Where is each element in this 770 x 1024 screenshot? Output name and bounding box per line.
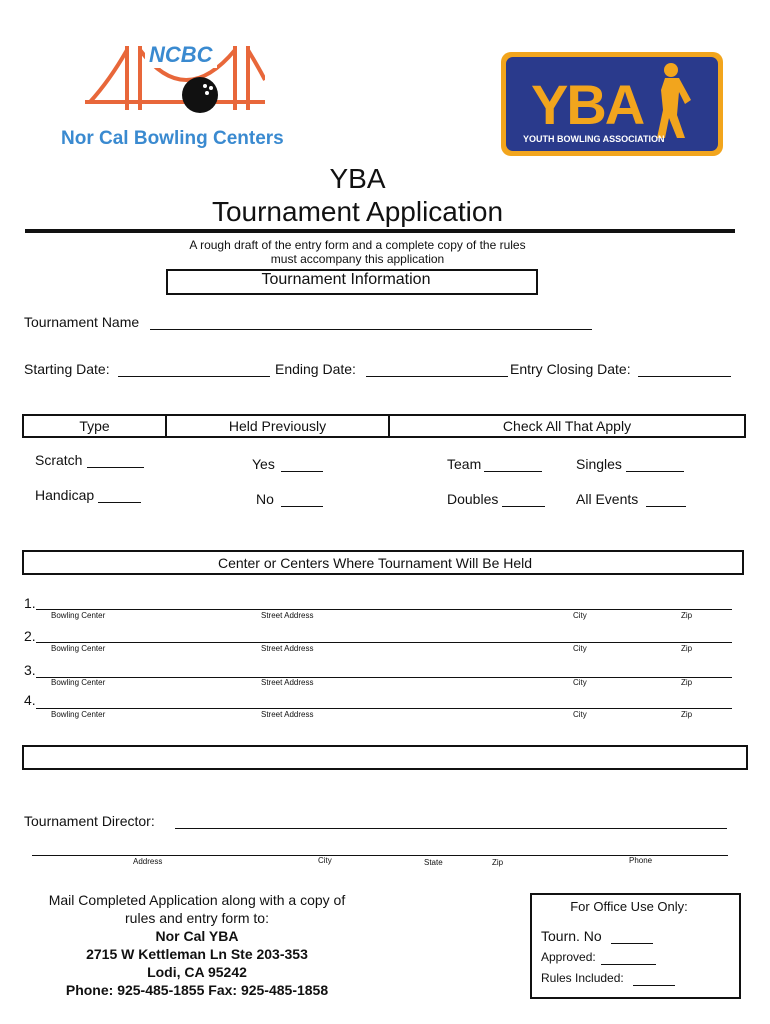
center-line xyxy=(36,677,732,678)
mail-citystate: Lodi, CA 95242 xyxy=(147,964,247,980)
title-rule xyxy=(25,229,735,233)
director-label-city: City xyxy=(318,856,332,865)
center-number: 4. xyxy=(24,692,36,708)
entry-closing-date-label: Entry Closing Date: xyxy=(510,361,631,377)
label-bowling-center: Bowling Center xyxy=(51,611,106,620)
option-all-events-label: All Events xyxy=(576,491,639,507)
office-rules-input[interactable] xyxy=(633,971,675,986)
label-bowling-center: Bowling Center xyxy=(51,710,106,719)
label-city: City xyxy=(573,678,587,687)
director-label-phone: Phone xyxy=(629,856,653,865)
yba-logo xyxy=(501,52,723,156)
mail-org: Nor Cal YBA xyxy=(155,928,239,944)
yba-letters: YBA xyxy=(531,73,644,136)
director-label-address: Address xyxy=(133,857,163,866)
label-zip: Zip xyxy=(681,644,693,653)
center-line xyxy=(36,642,732,643)
option-scratch-label: Scratch xyxy=(35,452,83,468)
mail-street: 2715 W Kettleman Ln Ste 203-353 xyxy=(86,946,308,962)
director-label-zip: Zip xyxy=(492,858,504,867)
option-handicap-label: Handicap xyxy=(35,487,95,503)
center-number: 3. xyxy=(24,662,36,678)
option-doubles-label: Doubles xyxy=(447,491,499,507)
header-type: Type xyxy=(79,418,110,434)
option-team-label: Team xyxy=(447,456,482,472)
label-street-address: Street Address xyxy=(261,644,314,653)
option-no-label: No xyxy=(256,491,274,507)
director-address-line xyxy=(32,855,728,856)
title-line-1: YBA xyxy=(329,163,386,194)
section-tournament-info-title: Tournament Information xyxy=(261,271,431,288)
mail-phone-fax: Phone: 925-485-1855 Fax: 925-485-1858 xyxy=(65,982,329,998)
label-zip: Zip xyxy=(681,710,693,719)
option-singles-input[interactable] xyxy=(626,457,684,472)
office-tourn-label: Tourn. No xyxy=(541,928,602,944)
page-title xyxy=(0,162,715,228)
title-line-2: Tournament Application xyxy=(211,196,504,227)
tournament-name-label: Tournament Name xyxy=(24,314,140,330)
ncbc-logo xyxy=(55,40,285,155)
option-no-input[interactable] xyxy=(281,492,323,507)
section-centers-title: Center or Centers Where Tournament Will Be Held xyxy=(217,555,533,571)
center-line xyxy=(36,708,732,709)
director-label-state: State xyxy=(424,858,443,867)
label-city: City xyxy=(573,710,587,719)
office-approved-input[interactable] xyxy=(601,950,656,965)
label-street-address: Street Address xyxy=(261,678,314,687)
option-scratch-input[interactable] xyxy=(87,453,144,468)
mail-line-2: rules and entry form to: xyxy=(125,910,269,926)
center-line xyxy=(36,609,732,610)
option-yes-input[interactable] xyxy=(281,457,323,472)
office-rules-label: Rules Included: xyxy=(541,971,624,985)
notice xyxy=(0,238,715,266)
mail-line-1: Mail Completed Application along with a copy of xyxy=(48,892,346,908)
header-held-previously: Held Previously xyxy=(228,418,327,434)
center-number: 1. xyxy=(24,595,36,611)
option-handicap-input[interactable] xyxy=(98,488,141,503)
office-approved-label: Approved: xyxy=(541,950,596,964)
blank-bar xyxy=(22,745,748,770)
office-title: For Office Use Only: xyxy=(570,899,688,914)
bowler-silhouette-icon xyxy=(651,60,711,140)
yba-caption: YOUTH BOWLING ASSOCIATION xyxy=(523,134,665,144)
option-doubles-input[interactable] xyxy=(502,492,545,507)
mail-block xyxy=(22,891,372,999)
label-city: City xyxy=(573,611,587,620)
header-check-all: Check All That Apply xyxy=(502,418,632,434)
center-number: 2. xyxy=(24,628,36,644)
label-city: City xyxy=(573,644,587,653)
label-street-address: Street Address xyxy=(261,710,314,719)
label-bowling-center: Bowling Center xyxy=(51,678,106,687)
label-bowling-center: Bowling Center xyxy=(51,644,106,653)
entry-closing-date-input[interactable] xyxy=(638,362,731,377)
option-all-events-input[interactable] xyxy=(646,492,686,507)
option-team-input[interactable] xyxy=(484,457,542,472)
label-zip: Zip xyxy=(681,678,693,687)
tournament-director-label: Tournament Director: xyxy=(24,813,155,829)
tournament-director-input[interactable] xyxy=(175,814,727,829)
label-zip: Zip xyxy=(681,611,693,620)
ending-date-input[interactable] xyxy=(366,362,508,377)
tournament-name-input[interactable] xyxy=(150,315,592,330)
notice-line-2: must accompany this application xyxy=(270,252,445,266)
office-tourn-input[interactable] xyxy=(611,929,653,944)
ncbc-caption: Nor Cal Bowling Centers xyxy=(61,128,284,149)
option-singles-label: Singles xyxy=(576,456,622,472)
notice-line-1: A rough draft of the entry form and a complete copy of the rules xyxy=(189,238,526,252)
label-street-address: Street Address xyxy=(261,611,314,620)
ncbc-badge-text: NCBC xyxy=(145,42,217,68)
ending-date-label: Ending Date: xyxy=(275,361,356,377)
option-yes-label: Yes xyxy=(252,456,275,472)
starting-date-label: Starting Date: xyxy=(24,361,110,377)
starting-date-input[interactable] xyxy=(118,362,270,377)
